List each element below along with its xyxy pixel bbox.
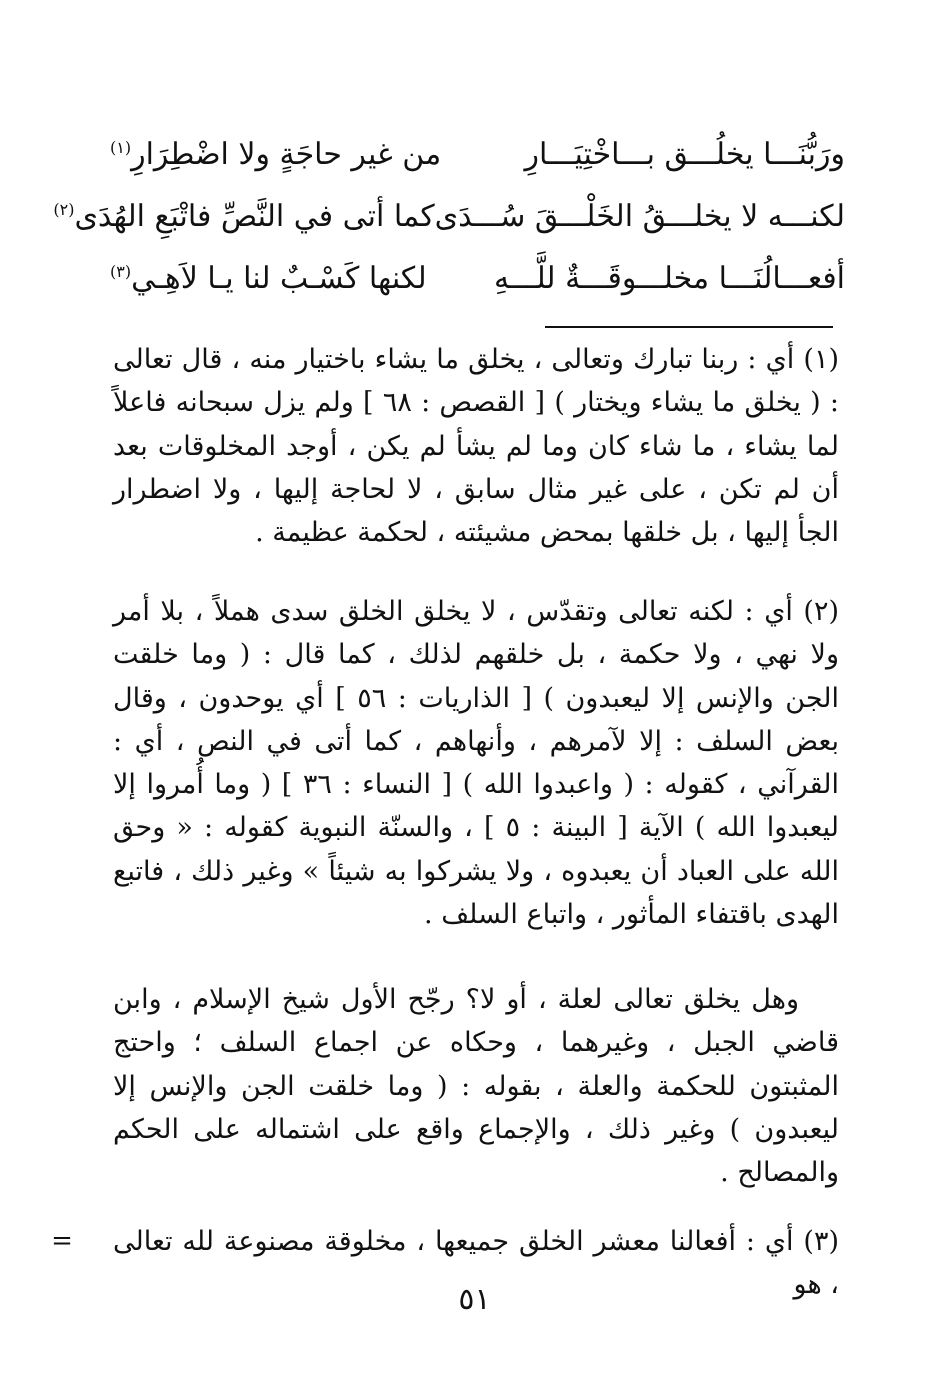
footnote-3: (٣) أي : أفعالنا معشر الخلق جميعها ، مخلوقة مصنوعة لله تعالى ، هو bbox=[113, 1226, 839, 1301]
verse-1-second-hemistich-text: من غير حاجَةٍ ولا اضْطِرَارِ bbox=[131, 136, 442, 172]
verse-line-3 bbox=[110, 252, 845, 304]
page-number: ٥١ bbox=[458, 1282, 491, 1317]
footnote-2: (٢) أي : لكنه تعالى وتقدّس ، لا يخلق الخلق سدى هملاً ، بلا أمر ولا نهي ، ولا حكمة ، بل خلقهم لذلك ، كما قال : ( وما خلقت الجن والإنس إلا ليعبدون ) [ الذاريات : ٥٦ ] أي يوحدون ، وقال بعض السلف : إلا لآمرهم ، وأنهاهم ، كما أتى في النص ، أي : القرآني ، كقوله : ( واعبدوا الله ) [ النساء : ٣٦ ] ( وما أُمروا إلا ليعبدوا الله ) الآية [ البينة : ٥ ] ، والسنّة النبوية كقوله : « وحق الله على العباد أن يعبدوه ، ولا يشركوا به شيئاً » وغير ذلك ، فاتبع الهدى باقتفاء المأثور ، واتباع السلف . bbox=[113, 596, 840, 931]
verse-1-second-hemistich bbox=[110, 137, 441, 172]
verse-3-second-hemistich-text: لكنها كَسْـبٌ لنا يـا لاَهِـي bbox=[131, 260, 427, 296]
verse-line-1 bbox=[110, 128, 845, 180]
verse-2-first-hemistich: لكنـــه لا يخلـــقُ الخَلْـــقَ سُـــدَى bbox=[434, 198, 845, 234]
footnote-1: (١) أي : ربنا تبارك وتعالى ، يخلق ما يشاء باختيار منه ، قال تعالى : ( يخلق ما يشاء ويختار ) [ القصص : ٦٨ ] ولم يزل سبحانه فاعلاً لما يشاء ، ما شاء كان وما لم يشأ لم يكن ، أوجد المخلوقات بعد أن لم تكن ، على غير مثال سابق ، لا لحاجة إليها ، ولا اضطرار الجأ إليها ، بل خلقها بمحض مشيئته ، لحكمة عظيمة . bbox=[113, 344, 839, 549]
verse-2-second-hemistich-text: كما أتى في النَّصِّ فاتْبَعِ الهُدَى bbox=[74, 198, 435, 234]
verse-2-second-hemistich bbox=[53, 199, 434, 234]
continuation-mark: = bbox=[51, 1226, 73, 1256]
footnote-separator bbox=[545, 326, 833, 328]
verse-3-first-hemistich: أفعـــالُنَـــا مخلـــوقَـــةٌ للَّـــهِ bbox=[494, 260, 845, 296]
verse-1-first-hemistich: ورَبُّنَـــا يخلُـــق بـــاخْتِيَـــارِ bbox=[524, 136, 845, 172]
verse-3-second-hemistich bbox=[110, 261, 427, 296]
verse-1-note-ref: (١) bbox=[110, 137, 132, 157]
verse-line-2 bbox=[53, 190, 845, 242]
verse-3-note-ref: (٣) bbox=[110, 261, 132, 281]
verse-2-note-ref: (٢) bbox=[53, 199, 75, 219]
footnote-2-continuation: وهل يخلق تعالى لعلة ، أو لا؟ رجّح الأول شيخ الإسلام ، وابن قاضي الجبل ، وغيرهما ، وحكاه عن اجماع السلف ؛ واحتج المثبتون للحكمة والعلة ، بقوله : ( وما خلقت الجن والإنس إلا ليعبدون ) وغير ذلك ، والإجماع واقع على اشتماله على الحكم والمصالح . bbox=[113, 984, 839, 1189]
